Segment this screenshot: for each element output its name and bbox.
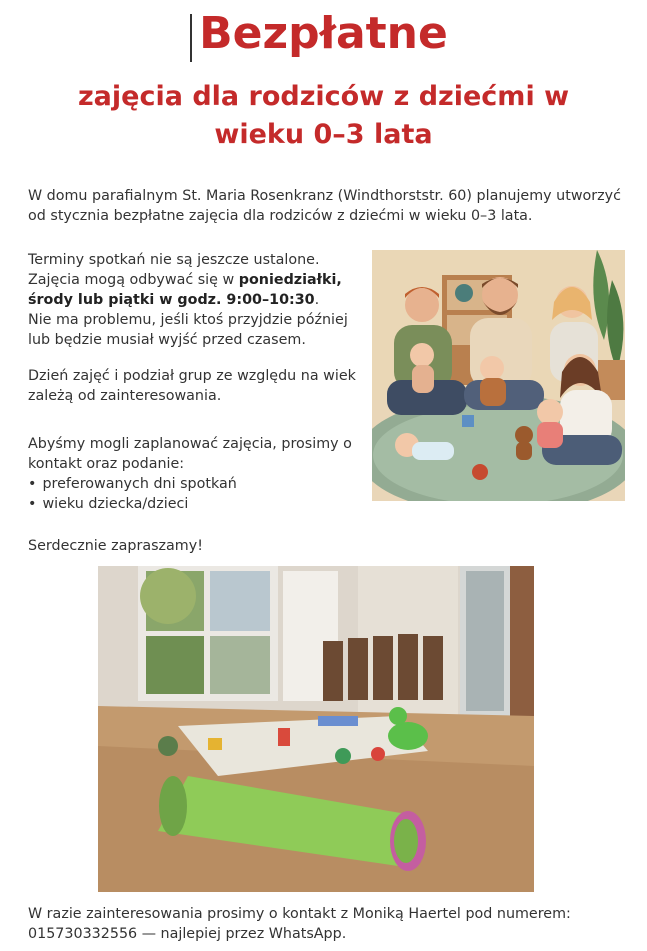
schedule-paragraph [28,250,363,350]
invite-text: Serdecznie zapraszamy! [28,538,203,554]
schedule-days-times: poniedziałki, środy lub piątki w godz. 9:00–10:30 [28,272,342,308]
list-item: • preferowanych dni spotkań [28,474,363,494]
contact-request-text: Abyśmy mogli zaplanować zajęcia, prosimy o kontakt oraz podanie: [28,436,352,472]
schedule-line-2-prefix: Zajęcia mogą odbywać się w [28,272,239,288]
schedule-line-1: Terminy spotkań nie są jeszcze ustalone. [28,252,320,268]
intro-paragraph: W domu parafialnym St. Maria Rosenkranz (Windthorststr. 60) planujemy utworzyć od stycznia bezpłatne zajęcia dla rodziców z dziećmi w wieku 0–3 lata. [28,188,621,224]
schedule-line-2-suffix: . [314,292,320,308]
bullet-list [28,474,363,514]
page-subtitle [0,78,647,154]
room-photo [98,566,534,892]
footer-contact: W razie zainteresowania prosimy o kontakt z Moniką Haertel pod numerem: 015730332556 — najlepiej przez WhatsApp. [28,906,571,942]
schedule-line-3: Nie ma problemu, jeśli ktoś przyjdzie później lub będzie musiał wyjść przed czasem. [28,312,348,348]
family-illustration [372,250,625,501]
list-item: • wieku dziecka/dzieci [28,494,363,514]
page-title: Bezpłatne [199,8,448,59]
contact-request-block [28,434,363,514]
groups-paragraph: Dzień zajęć i podział grup ze względu na wiek zależą od zainteresowania. [28,368,356,404]
subtitle-text: zajęcia dla rodziców z dziećmi w wieku 0–3 lata [77,81,570,150]
